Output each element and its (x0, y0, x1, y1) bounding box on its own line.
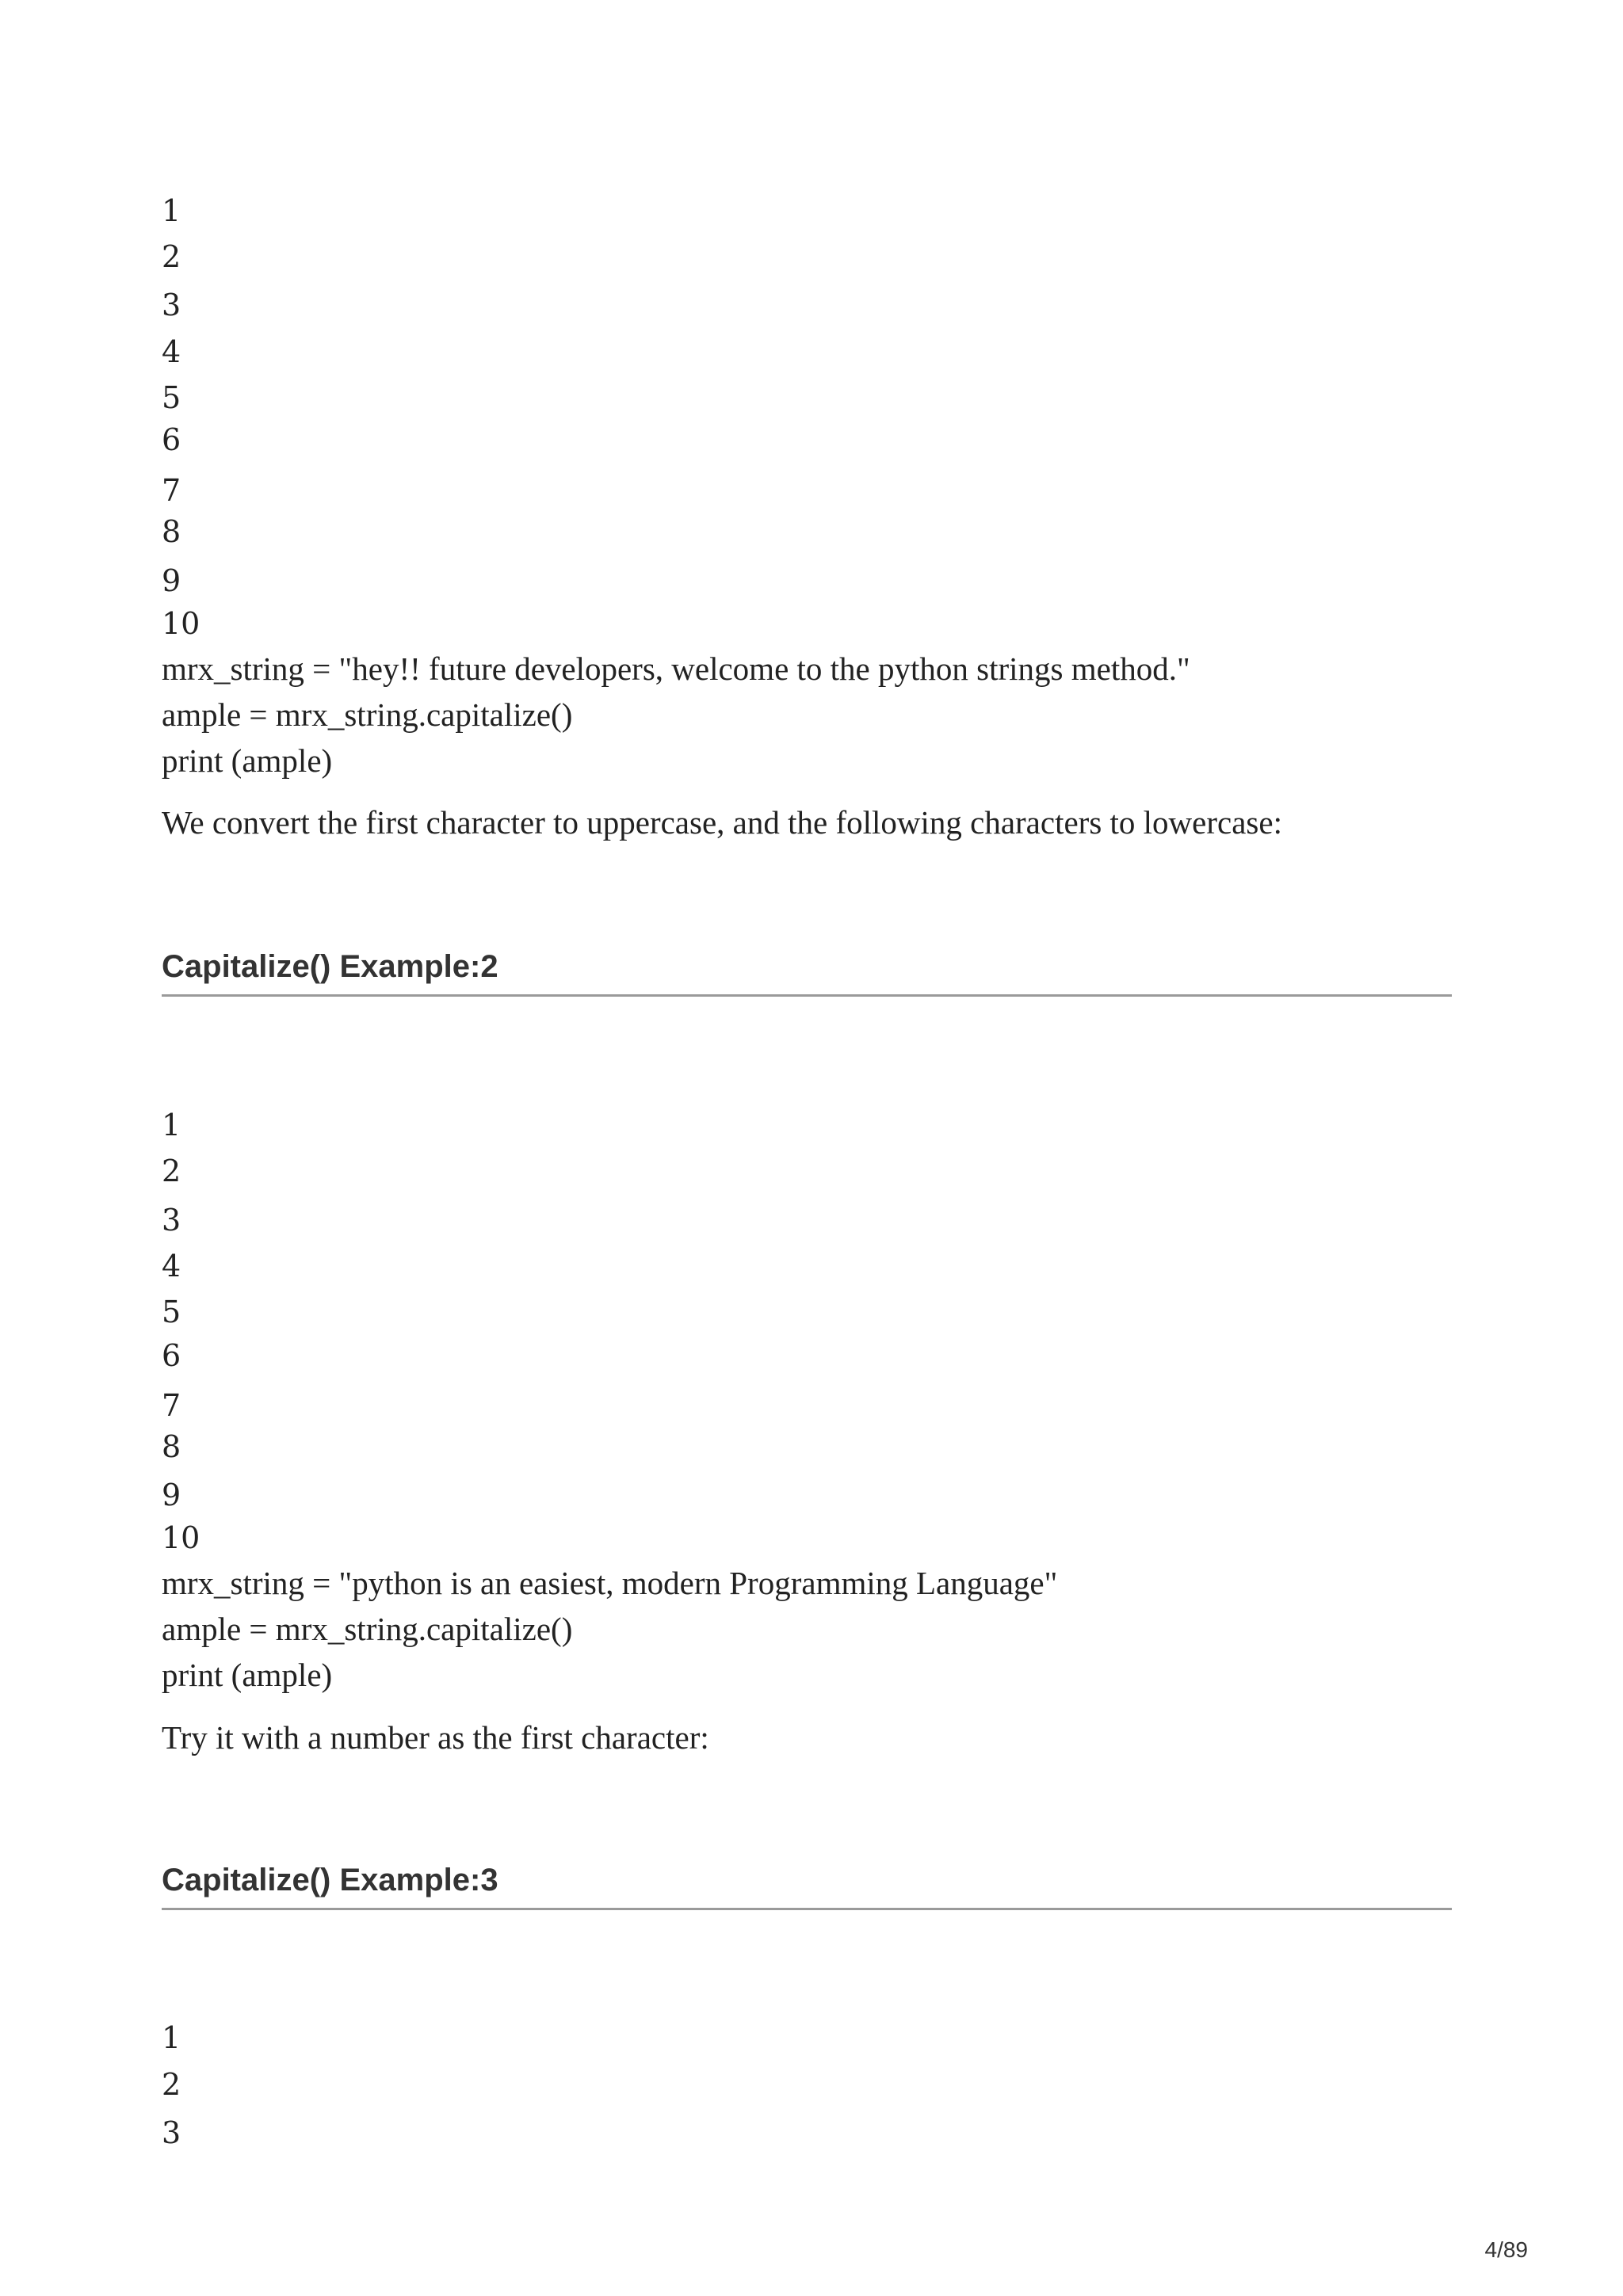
line-number: 10 (162, 1520, 200, 1555)
code-line: print (ample) (162, 1657, 333, 1693)
code-line: mrx_string = "python is an easiest, modern Programming Language" (162, 1565, 1058, 1601)
line-number: 2 (162, 239, 181, 274)
line-number: 2 (162, 2067, 181, 2102)
line-number: 1 (162, 2020, 181, 2055)
line-number: 9 (162, 563, 181, 598)
code-line: print (ample) (162, 742, 333, 779)
paragraph: We convert the first character to uppercase, and the following characters to lowercase: (162, 804, 1282, 841)
line-number: 1 (162, 1108, 181, 1142)
line-number: 6 (162, 422, 181, 457)
code-line: ample = mrx_string.capitalize() (162, 696, 573, 733)
line-number: 1 (162, 193, 181, 228)
line-number: 3 (162, 1203, 181, 1238)
line-number: 7 (162, 473, 181, 508)
line-number: 2 (162, 1154, 181, 1188)
code-line: ample = mrx_string.capitalize() (162, 1611, 573, 1647)
line-number: 5 (162, 1295, 181, 1329)
line-number: 5 (162, 380, 181, 415)
line-number: 7 (162, 1388, 181, 1423)
line-number: 8 (162, 514, 181, 549)
paragraph: Try it with a number as the first character: (162, 1719, 709, 1756)
section-heading: Capitalize() Example:2 (162, 949, 1452, 997)
line-number: 9 (162, 1478, 181, 1512)
line-number: 4 (162, 1249, 181, 1283)
line-number: 6 (162, 1338, 181, 1373)
line-number: 3 (162, 2115, 181, 2150)
line-number: 4 (162, 334, 181, 369)
line-number: 8 (162, 1429, 181, 1464)
line-number: 10 (162, 606, 200, 641)
code-line: mrx_string = "hey!! future developers, welcome to the python strings method." (162, 650, 1190, 687)
page-number: 4/89 (1484, 2237, 1528, 2262)
line-number: 3 (162, 288, 181, 322)
section-heading: Capitalize() Example:3 (162, 1863, 1452, 1910)
